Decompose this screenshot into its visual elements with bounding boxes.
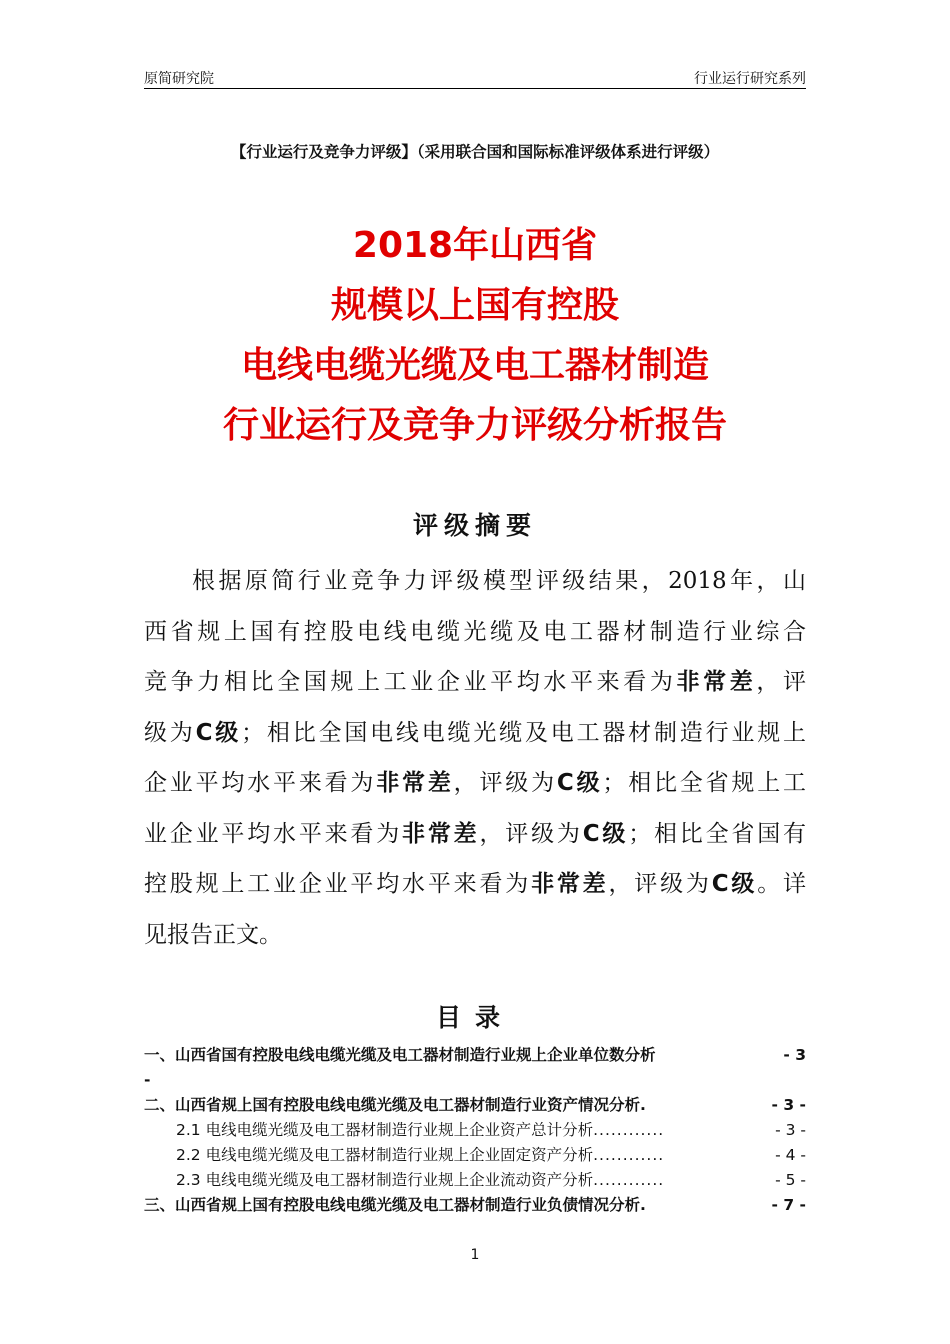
toc-entry-title: 2.2 电线电缆光缆及电工器材制造行业规上企业固定资产分析 <box>176 1146 594 1164</box>
summary-line <box>144 910 806 961</box>
summary-line <box>144 607 806 658</box>
toc-dot-leader: . <box>640 1096 647 1114</box>
summary-text: ，评级为 <box>479 820 583 847</box>
summary-line <box>144 556 806 607</box>
toc-heading: 目录 <box>435 1003 514 1032</box>
rating-emphasis: 非常差 <box>531 871 609 897</box>
rating-emphasis: C级 <box>195 719 242 746</box>
summary-text: ，评级为 <box>453 770 557 796</box>
summary-line <box>144 657 806 708</box>
toc-entry-title: 二、山西省规上国有控股电线电缆光缆及电工器材制造行业资产情况分析 <box>144 1096 641 1114</box>
toc-dot-leader: ............ <box>593 1121 665 1139</box>
summary-text: 根据原简行业竞争力评级模型评级结果，2018年，山 <box>192 568 806 594</box>
title-line: 2018年山西省 <box>352 225 598 266</box>
rating-emphasis: 非常差 <box>376 770 454 796</box>
summary-text: ；相比全省国有 <box>628 820 807 847</box>
rating-emphasis: C级 <box>556 770 603 796</box>
summary-paragraph <box>144 556 806 960</box>
toc-entry-title: 一、山西省国有控股电线电缆光缆及电工器材制造行业规上企业单位数分析 <box>144 1046 656 1064</box>
toc-page-number: - 3 <box>783 1046 806 1064</box>
summary-line <box>144 708 806 759</box>
summary-line <box>144 758 806 809</box>
toc-dot-leader: ............ <box>593 1146 665 1164</box>
summary-text: 。详 <box>757 871 807 897</box>
toc-entry-title: 2.3 电线电缆光缆及电工器材制造行业规上企业流动资产分析 <box>176 1171 594 1189</box>
summary-text: ；相比全省规上工 <box>602 770 807 796</box>
toc-dot-leader: . <box>640 1196 647 1214</box>
summary-line <box>144 859 806 910</box>
summary-line <box>144 809 806 860</box>
title-line: 电线电缆光缆及电工器材制造 <box>240 345 709 386</box>
toc-entry-title: 2.1 电线电缆光缆及电工器材制造行业规上企业资产总计分析 <box>176 1121 594 1139</box>
summary-text: ，评级为 <box>608 871 712 897</box>
rating-emphasis: 非常差 <box>676 669 757 695</box>
toc-entry[interactable] <box>144 1143 806 1168</box>
summary-text: ，评 <box>756 669 806 695</box>
summary-text: 业企业平均水平来看为 <box>144 820 403 847</box>
toc-dot-leader <box>656 1043 784 1068</box>
title-line: 规模以上国有控股 <box>330 285 619 326</box>
toc-entry[interactable] <box>144 1193 806 1218</box>
toc-page-number: - 5 - <box>775 1171 806 1189</box>
toc-entry-wrap: - <box>144 1071 151 1089</box>
summary-text: 见报告正文。 <box>144 921 282 948</box>
toc-entry[interactable] <box>144 1093 806 1118</box>
summary-heading: 评级摘要 <box>412 511 537 540</box>
page-header <box>144 66 806 89</box>
rating-note: 【行业运行及竞争力评级】（采用联合国和国际标准评级体系进行评级） <box>230 143 720 161</box>
summary-text: ；相比全国电线电缆光缆及电工器材制造行业规上 <box>241 719 807 746</box>
table-of-contents <box>144 1043 806 1218</box>
toc-dot-leader: ............ <box>593 1171 665 1189</box>
rating-emphasis: 非常差 <box>402 820 480 847</box>
report-title <box>100 216 850 456</box>
header-series-name: 行业运行研究系列 <box>694 71 806 87</box>
toc-entry[interactable] <box>144 1168 806 1193</box>
toc-page-number: - 3 - <box>771 1096 806 1114</box>
toc-page-number: - 3 - <box>775 1121 806 1139</box>
page-number: 1 <box>470 1247 480 1263</box>
summary-text: 西省规上国有控股电线电缆光缆及电工器材制造行业综合 <box>144 618 806 645</box>
toc-entry-title: 三、山西省规上国有控股电线电缆光缆及电工器材制造行业负债情况分析 <box>144 1196 641 1214</box>
summary-text: 竞争力相比全国规上工业企业平均水平来看为 <box>144 669 677 695</box>
header-org-name: 原简研究院 <box>144 71 214 87</box>
summary-text: 控股规上工业企业平均水平来看为 <box>144 871 532 897</box>
toc-entry[interactable] <box>144 1043 806 1068</box>
toc-page-number: - 7 - <box>771 1196 806 1214</box>
rating-emphasis: C级 <box>711 871 758 897</box>
toc-entry[interactable] <box>144 1118 806 1143</box>
summary-text: 企业平均水平来看为 <box>144 770 377 796</box>
toc-page-number: - 4 - <box>775 1146 806 1164</box>
summary-text: 级为 <box>144 719 196 746</box>
title-line: 行业运行及竞争力评级分析报告 <box>222 405 727 446</box>
rating-emphasis: C级 <box>582 820 629 847</box>
